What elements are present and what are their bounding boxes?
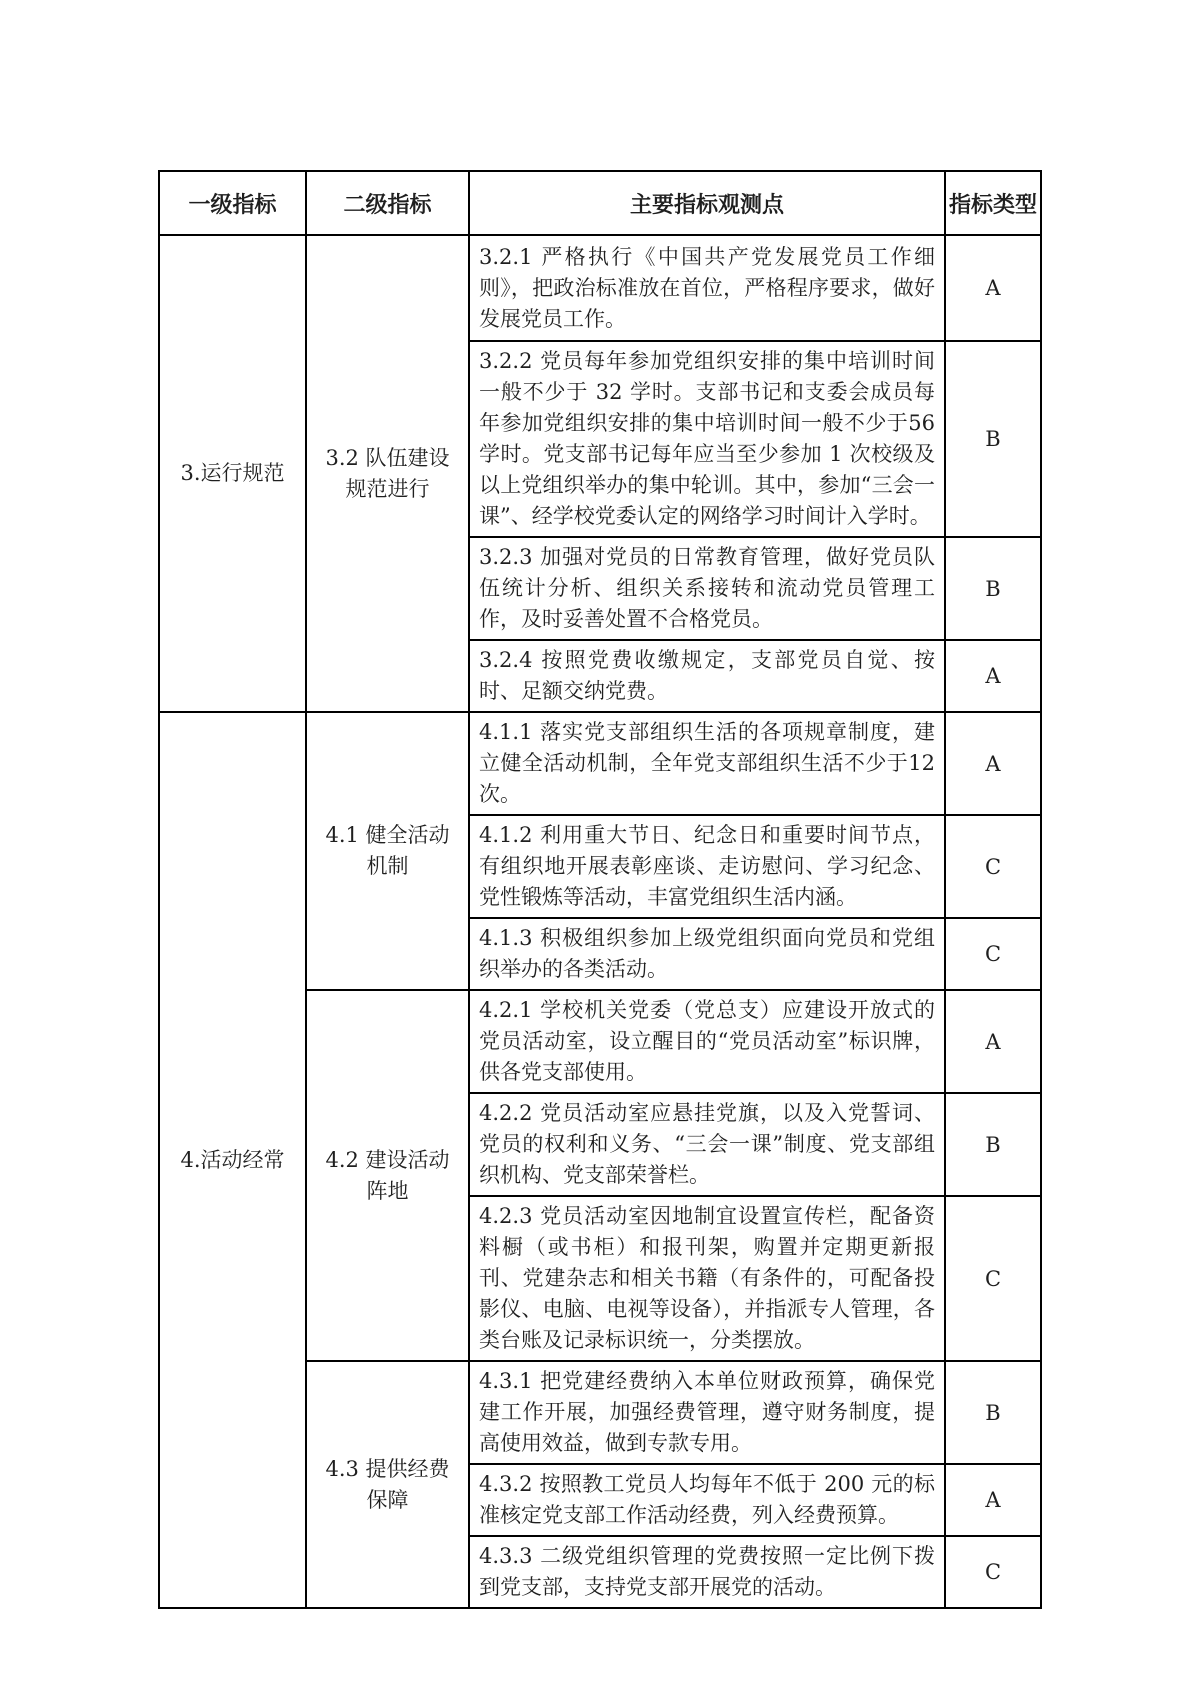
level2-label-line: 4.1 健全活动 — [325, 823, 450, 847]
type-cell: C — [945, 1536, 1041, 1608]
level2-cell — [306, 990, 469, 1361]
level2-label-line: 机制 — [366, 854, 409, 878]
observation-cell: 4.3.3 二级党组织管理的党费按照一定比例下拨到党支部，支持党支部开展党的活动。 — [469, 1536, 945, 1608]
level2-cell — [306, 235, 469, 712]
observation-cell: 4.2.1 学校机关党委（党总支）应建设开放式的党员活动室，设立醒目的“党员活动室”标识牌，供各党支部使用。 — [469, 990, 945, 1093]
level2-label-line: 4.2 建设活动 — [325, 1147, 450, 1172]
observation-cell: 4.2.2 党员活动室应悬挂党旗，以及入党誓词、党员的权利和义务、“三会一课”制度、党支部组织机构、党支部荣誉栏。 — [469, 1093, 945, 1196]
indicator-table — [158, 170, 1042, 1609]
type-cell: A — [945, 235, 1041, 341]
header-level1: 一级指标 — [159, 171, 306, 235]
level2-label-line: 4.3 提供经费 — [325, 1456, 450, 1481]
level2-cell — [306, 1361, 469, 1608]
header-row — [159, 171, 1041, 235]
header-observation: 主要指标观测点 — [469, 171, 945, 235]
header-level2: 二级指标 — [306, 171, 469, 235]
observation-cell: 4.3.2 按照教工党员人均每年不低于 200 元的标准核定党支部工作活动经费，列入经费预算。 — [469, 1464, 945, 1536]
table-row — [159, 235, 1041, 341]
table-sheet — [158, 170, 1042, 1609]
type-cell: B — [945, 1361, 1041, 1464]
type-cell: B — [945, 341, 1041, 537]
observation-cell: 4.1.3 积极组织参加上级党组织面向党员和党组织举办的各类活动。 — [469, 918, 945, 990]
observation-cell: 4.1.2 利用重大节日、纪念日和重要时间节点，有组织地开展表彰座谈、走访慰问、学习纪念、党性锻炼等活动，丰富党组织生活内涵。 — [469, 815, 945, 918]
table-row — [159, 712, 1041, 815]
type-cell: A — [945, 712, 1041, 815]
observation-cell: 3.2.4 按照党费收缴规定，支部党员自觉、按时、足额交纳党费。 — [469, 640, 945, 712]
observation-cell: 3.2.2 党员每年参加党组织安排的集中培训时间一般不少于 32 学时。支部书记和支委会成员每年参加党组织安排的集中培训时间一般不少于56 学时。党支部书记每年应当至少参加 1 次校级及以上党组织举办的集中轮训。其中，参加“三会一课”、经学校党委认定的网络学习时间计入学时。 — [469, 341, 945, 537]
type-cell: C — [945, 918, 1041, 990]
level2-label-line: 规范进行 — [345, 476, 430, 501]
observation-cell: 4.2.3 党员活动室因地制宜设置宣传栏，配备资料橱（或书柜）和报刊架，购置并定期更新报刊、党建杂志和相关书籍（有条件的，可配备投影仪、电脑、电视等设备），并指派专人管理，各类台账及记录标识统一，分类摆放。 — [469, 1196, 945, 1361]
observation-cell: 4.3.1 把党建经费纳入本单位财政预算，确保党建工作开展，加强经费管理，遵守财务制度，提高使用效益，做到专款专用。 — [469, 1361, 945, 1464]
header-type: 指标类型 — [945, 171, 1041, 235]
level1-cell: 3.运行规范 — [159, 235, 306, 712]
observation-cell: 3.2.3 加强对党员的日常教育管理，做好党员队伍统计分析、组织关系接转和流动党员管理工作，及时妥善处置不合格党员。 — [469, 537, 945, 640]
type-cell: A — [945, 1464, 1041, 1536]
level2-label-line: 保障 — [366, 1487, 409, 1512]
type-cell: A — [945, 990, 1041, 1093]
level2-label-line: 阵地 — [366, 1178, 409, 1203]
type-cell: C — [945, 815, 1041, 918]
observation-cell: 3.2.1 严格执行《中国共产党发展党员工作细则》，把政治标准放在首位，严格程序要求，做好发展党员工作。 — [469, 235, 945, 341]
level2-label-line: 3.2 队伍建设 — [325, 445, 450, 470]
type-cell: C — [945, 1196, 1041, 1361]
type-cell: A — [945, 640, 1041, 712]
indicator-table-body — [159, 235, 1041, 1608]
level2-cell — [306, 712, 469, 990]
observation-cell: 4.1.1 落实党支部组织生活的各项规章制度，建立健全活动机制，全年党支部组织生活不少于12 次。 — [469, 712, 945, 815]
level1-cell: 4.活动经常 — [159, 712, 306, 1608]
type-cell: B — [945, 1093, 1041, 1196]
type-cell: B — [945, 537, 1041, 640]
